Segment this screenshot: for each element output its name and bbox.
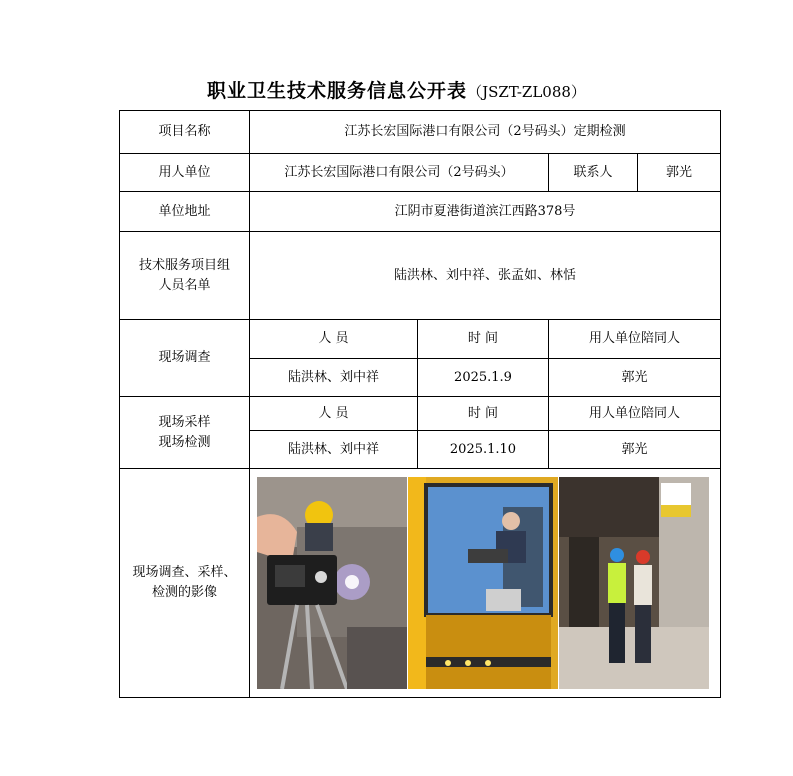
row-team bbox=[120, 232, 721, 320]
address-value: 江阴市夏港街道滨江西路378号 bbox=[250, 192, 721, 232]
survey-escort: 郭光 bbox=[549, 359, 721, 397]
row-survey-header bbox=[120, 320, 721, 359]
sampling-personnel: 陆洪林、刘中祥 bbox=[250, 431, 418, 469]
contact-label: 联系人 bbox=[549, 154, 638, 192]
sampling-time: 2025.1.10 bbox=[418, 431, 549, 469]
photo-strip bbox=[250, 476, 720, 691]
address-label: 单位地址 bbox=[120, 192, 250, 232]
employer-label: 用人单位 bbox=[120, 154, 250, 192]
survey-header-escort: 用人单位陪同人 bbox=[549, 320, 721, 359]
sampling-escort: 郭光 bbox=[549, 431, 721, 469]
sampling-header-time: 时 间 bbox=[418, 397, 549, 431]
title-code: （JSZT-ZL088） bbox=[467, 83, 586, 101]
survey-personnel: 陆洪林、刘中祥 bbox=[250, 359, 418, 397]
survey-header-personnel: 人 员 bbox=[250, 320, 418, 359]
team-value: 陆洪林、刘中祥、张孟如、林恬 bbox=[250, 232, 721, 320]
survey-header-time: 时 间 bbox=[418, 320, 549, 359]
row-address bbox=[120, 192, 721, 232]
project-name-label: 项目名称 bbox=[120, 111, 250, 154]
employer-value: 江苏长宏国际港口有限公司（2号码头） bbox=[250, 154, 549, 192]
title-main: 职业卫生技术服务信息公开表 bbox=[207, 80, 468, 102]
row-sampling-header bbox=[120, 397, 721, 431]
row-project-name bbox=[120, 111, 721, 154]
sampling-header-escort: 用人单位陪同人 bbox=[549, 397, 721, 431]
photo-crane-cab bbox=[408, 477, 558, 689]
sampling-header-personnel: 人 员 bbox=[250, 397, 418, 431]
info-table bbox=[119, 110, 721, 698]
contact-value: 郭光 bbox=[638, 154, 721, 192]
images-label: 现场调查、采样、 检测的影像 bbox=[120, 469, 250, 698]
team-label: 技术服务项目组 人员名单 bbox=[120, 232, 250, 320]
images-cell bbox=[250, 469, 721, 698]
photo-warehouse-staff bbox=[559, 477, 709, 689]
page-title bbox=[0, 76, 793, 103]
row-images bbox=[120, 469, 721, 698]
photo-welding-sampling bbox=[257, 477, 407, 689]
row-employer bbox=[120, 154, 721, 192]
project-name-value: 江苏长宏国际港口有限公司（2号码头）定期检测 bbox=[250, 111, 721, 154]
survey-time: 2025.1.9 bbox=[418, 359, 549, 397]
sampling-label: 现场采样 现场检测 bbox=[120, 397, 250, 469]
survey-label: 现场调查 bbox=[120, 320, 250, 397]
